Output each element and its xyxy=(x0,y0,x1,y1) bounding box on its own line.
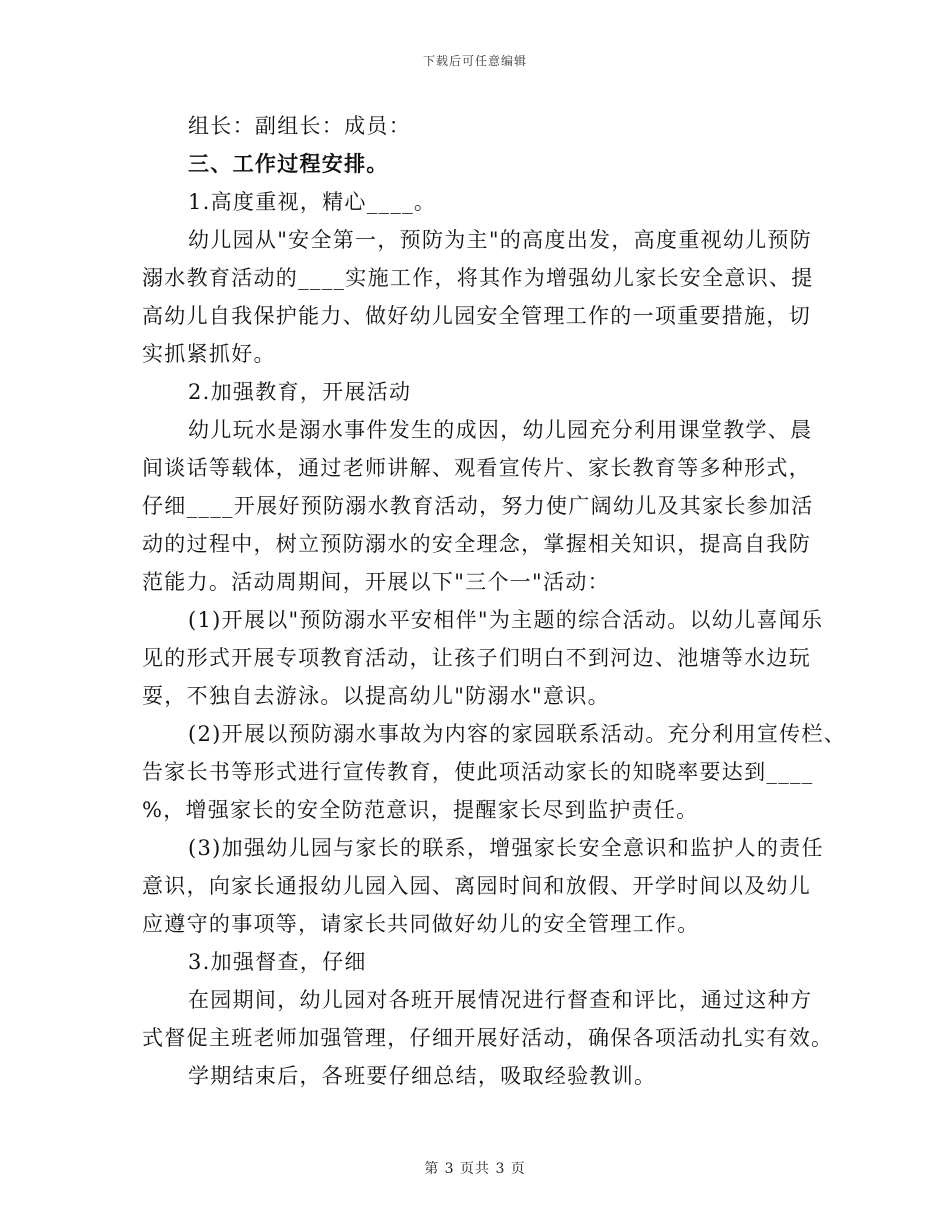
text-line: 告家长书等形式进行宣传教育，使此项活动家长的知晓率要达到____ xyxy=(142,760,814,784)
text-line: (1)开展以"预防溺水平安相伴"为主题的综合活动。以幼儿喜闻乐 xyxy=(188,608,824,632)
section-heading: 三、工作过程安排。 xyxy=(188,151,389,176)
text-line: (3)加强幼儿园与家长的联系，增强家长安全意识和监护人的责任 xyxy=(188,836,824,860)
document-body xyxy=(142,110,847,1098)
text-line: 应遵守的事项等，请家长共同做好幼儿的安全管理工作。 xyxy=(142,912,700,936)
text-line: 动的过程中，树立预防溺水的安全理念，掌握相关知识，提高自我防 xyxy=(142,532,811,556)
page-header: 下载后可任意编辑 xyxy=(422,54,527,68)
text-line: 幼儿园从"安全第一，预防为主"的高度出发，高度重视幼儿预防 xyxy=(188,228,813,252)
text-line: 范能力。活动周期间，开展以下"三个一"活动： xyxy=(142,570,610,594)
text-line: 见的形式开展专项教育活动，让孩子们明白不到河边、池塘等水边玩 xyxy=(142,646,811,670)
text-line: 幼儿玩水是溺水事件发生的成因，幼儿园充分利用课堂教学、晨 xyxy=(188,418,813,442)
text-line: 在园期间，幼儿园对各班开展情况进行督查和评比，通过这种方 xyxy=(188,988,813,1012)
text-line: 耍，不独自去游泳。以提高幼儿"防溺水"意识。 xyxy=(142,684,610,708)
text-line: 组长：副组长：成员： xyxy=(188,114,411,138)
subheading: 3.加强督查，仔细 xyxy=(188,950,367,974)
text-line: 溺水教育活动的____实施工作，将其作为增强幼儿家长安全意识、提 xyxy=(142,266,814,290)
text-line: 意识，向家长通报幼儿园入园、离园时间和放假、开学时间以及幼儿 xyxy=(142,874,811,898)
text-line: 高幼儿自我保护能力、做好幼儿园安全管理工作的一项重要措施，切 xyxy=(142,304,811,328)
page-footer: 第 3 页共 3 页 xyxy=(424,1161,526,1177)
text-line: (2)开展以预防溺水事故为内容的家园联系活动。充分利用宣传栏、 xyxy=(188,722,847,746)
text-line: 间谈话等载体，通过老师讲解、观看宣传片、家长教育等多种形式， xyxy=(142,456,811,480)
subheading: 2.加强教育，开展活动 xyxy=(188,380,412,404)
text-line: 实抓紧抓好。 xyxy=(142,342,276,366)
text-line: 仔细____开展好预防溺水教育活动，努力使广阔幼儿及其家长参加活 xyxy=(142,494,814,518)
text-line: 学期结束后，各班要仔细总结，吸取经验教训。 xyxy=(188,1064,657,1088)
text-line: %，增强家长的安全防范意识，提醒家长尽到监护责任。 xyxy=(142,798,699,822)
subheading: 1.高度重视，精心____。 xyxy=(188,190,437,214)
text-line: 式督促主班老师加强管理，仔细开展好活动，确保各项活动扎实有效。 xyxy=(142,1026,834,1050)
